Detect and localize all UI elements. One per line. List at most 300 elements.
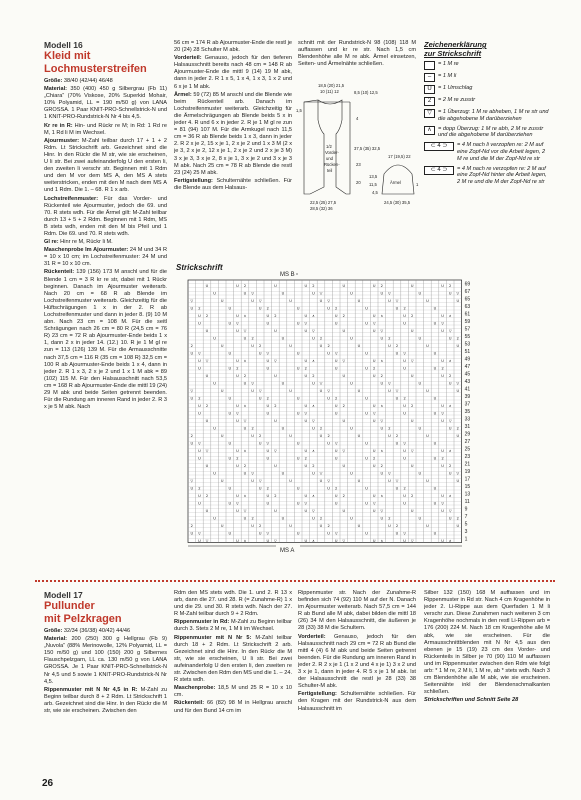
- model17-col1-paragraph: [44, 687, 167, 715]
- chart-stitch-symbol: U: [312, 381, 315, 386]
- chart-stitch-symbol: 2: [403, 396, 406, 401]
- chart-stitch-symbol: U: [433, 321, 437, 326]
- model17-col2-label: Rippenmuster mit N Nr 5:: [174, 634, 256, 641]
- chart-stitch-symbol: ▽: [403, 351, 406, 356]
- model16-col1-text: Hin- und Rückr re M; in Rd: 1 Rd re M, 1 Rd li M im Wechsel.: [44, 122, 167, 136]
- chart-row-number: 51: [464, 349, 471, 356]
- model17-col3-label: Fertigstellung:: [298, 691, 341, 698]
- chart-row-number: 37: [464, 401, 471, 408]
- model16-col1-paragraph: [44, 269, 167, 411]
- chart-stitch-symbol: U: [198, 404, 201, 408]
- chart-stitch-symbol: 2: [335, 486, 338, 491]
- pattern-schematic: [296, 82, 424, 217]
- chart-stitch-symbol: U: [289, 524, 292, 528]
- section-divider: [35, 580, 555, 582]
- chart-stitch-symbol: U: [410, 419, 414, 423]
- chart-stitch-symbol: U: [350, 381, 353, 386]
- model17-col2-paragraph: [174, 635, 292, 685]
- chart-stitch-symbol: 2: [388, 426, 391, 431]
- chart-stitch-symbol: U: [334, 456, 338, 461]
- chart-stitch-symbol: U: [228, 366, 232, 371]
- chart-row-number: 57: [464, 326, 471, 333]
- chart-stitch-symbol: ▽: [342, 539, 346, 543]
- chart-stitch-symbol: U: [289, 434, 292, 438]
- schematic-dim-4: 4: [356, 116, 359, 121]
- chart-row-number: 63: [464, 304, 471, 311]
- chart-stitch-symbol: U: [220, 389, 224, 393]
- chart-stitch-symbol: U: [236, 329, 239, 333]
- chart-stitch-symbol: U: [281, 336, 285, 341]
- chart-row-number: 7: [464, 514, 468, 521]
- model17-column-4: [424, 590, 550, 780]
- chart-row-number: 59: [464, 319, 471, 326]
- chart-row-number: 13: [464, 491, 471, 498]
- model16-col1-label: Maschenprobe Im Ajourmuster:: [44, 247, 130, 254]
- model17-col3-text: Rippenmuster str. Nach der Zunahme-R befinden sich 74 (92) 110 M auf der N. Danach im Ajourmuster weiterarb. Nach 57,5 cm = 144 R ab Bund alle M abk, dabei bilden die mittl 18 (26) 34 M den Halsausschnitt, die äußeren je 28 (33) 38 M die Schultern.: [298, 590, 416, 632]
- chart-stitch-symbol: U: [327, 351, 330, 356]
- chart-stitch-symbol: 2: [266, 306, 269, 311]
- chart-stitch-symbol: U: [334, 501, 338, 506]
- chart-stitch-symbol: 2: [205, 404, 209, 408]
- chart-stitch-symbol: ∧: [243, 494, 247, 498]
- chart-stitch-symbol: 2: [198, 486, 201, 491]
- chart-stitch-symbol: ▽: [190, 479, 194, 483]
- chart-stitch-symbol: 2: [411, 494, 414, 498]
- chart-stitch-symbol: ▽: [205, 449, 209, 453]
- model17-col3-paragraph: [298, 691, 416, 712]
- chart-stitch-symbol: 2: [441, 456, 444, 461]
- chart-stitch-symbol: ▽: [342, 359, 346, 363]
- chart-stitch-symbol: U: [304, 284, 308, 288]
- chart-stitch-symbol: 2: [327, 434, 330, 438]
- chart-stitch-symbol: U: [441, 464, 444, 468]
- schematic-dim-top: 18,5 (20) 21,5: [318, 83, 345, 88]
- chart-stitch-symbol: U: [418, 336, 422, 341]
- chart-stitch-symbol: 2: [395, 344, 399, 348]
- chart-stitch-symbol: U: [258, 531, 262, 536]
- chart-stitch-symbol: U: [426, 389, 429, 393]
- chart-stitch-symbol: U: [274, 284, 277, 288]
- chart-stitch-symbol: U: [319, 524, 323, 528]
- chart-stitch-symbol: U: [205, 464, 209, 468]
- chart-stitch-symbol: ∧: [448, 404, 452, 408]
- legend-symbol: –: [424, 73, 435, 82]
- chart-stitch-symbol: U: [236, 359, 239, 363]
- chart-stitch-symbol: U: [198, 494, 201, 498]
- model17-col2-label: Rippenmuster in Rd:: [174, 619, 231, 626]
- schematic-dim-bottom1: 22,5 (25) 27,5: [310, 200, 337, 205]
- chart-stitch-symbol: U: [228, 396, 232, 401]
- chart-stitch-symbol: U: [198, 449, 201, 453]
- legend-text: = 1 M re: [438, 61, 459, 67]
- chart-stitch-symbol: U: [266, 449, 270, 453]
- chart-stitch-symbol: U: [403, 501, 406, 506]
- chart-stitch-symbol: U: [418, 381, 422, 386]
- chart-stitch-symbol: U: [236, 404, 239, 408]
- model17-col2-paragraph: [174, 619, 292, 633]
- chart-stitch-symbol: U: [334, 314, 338, 318]
- model16-col2-text: 59 (72) 85 M anschl und die Blende wie beim Rückenteil arb. Danach im Lochstreifenmuster weiterarb. Gleichzeitig für die Ärmelschrägungen ab Blende beids 5 x in jeder 4. R und 6 x in jeder 2. R je 1 M gl re zun = 81 (94) 107 M. Für die Armkugel nach 11,5 cm = 36 R ab Blende beids 1 x 3, dann in jeder 2. R 2 x je 2, 15 x je 1, 2 x je 2 und 1 x 3 M (2 x je 3, 2 x je 2, 12 x je 1, 2 x je 2 und 2 x je 3 M) 3 x je 3, 3 x je 2, 8 x je 1, 3 x je 2 und 3 x je 3 M abk. Nach 25 cm = 78 R ab Blende die restl 23 (24) 25 M abk.: [174, 91, 292, 176]
- chart-stitch-symbol: U: [236, 494, 239, 498]
- chart-stitch-symbol: 2: [304, 456, 307, 461]
- chart-stitch-symbol: U: [365, 456, 368, 461]
- chart-stitch-symbol: U: [274, 374, 277, 378]
- chart-stitch-symbol: ▽: [327, 299, 330, 303]
- chart-row-number: 47: [464, 364, 471, 371]
- chart-stitch-symbol: U: [433, 486, 437, 491]
- chart-stitch-symbol: U: [403, 404, 406, 408]
- chart-stitch-symbol: ∧: [312, 404, 315, 408]
- chart-stitch-symbol: U: [441, 359, 444, 363]
- chart-stitch-symbol: ▽: [327, 389, 330, 393]
- chart-stitch-symbol: U: [342, 464, 346, 468]
- chart-stitch-symbol: ▽: [456, 291, 460, 296]
- chart-stitch-symbol: U: [372, 329, 376, 333]
- chart-stitch-symbol: U: [220, 524, 224, 528]
- chart-stitch-symbol: ∧: [380, 539, 384, 543]
- chart-stitch-symbol: ▽: [380, 509, 384, 513]
- chart-stitch-symbol: U: [243, 381, 247, 386]
- chart-stitch-symbol: U: [418, 426, 422, 431]
- chart-stitch-symbol: ▽: [266, 351, 270, 356]
- model16-col2-label: Vorderteil:: [174, 55, 205, 62]
- schematic-label-body-3: und: [326, 156, 333, 161]
- chart-stitch-symbol: ▽: [198, 441, 201, 446]
- chart-stitch-symbol: U: [372, 419, 376, 423]
- chart-stitch-symbol: 2: [449, 284, 452, 288]
- chart-stitch-symbol: ∧: [380, 314, 384, 318]
- chart-stitch-symbol: ▽: [243, 419, 247, 423]
- chart-row-number: 33: [464, 416, 471, 423]
- chart-stitch-symbol: ▽: [236, 411, 239, 416]
- chart-stitch-symbol: 2: [456, 516, 459, 521]
- chart-stitch-symbol: 2: [342, 494, 345, 498]
- chart-stitch-symbol: U: [448, 336, 452, 341]
- model16-col1-paragraph: [44, 86, 167, 121]
- schematic-body-outline-right: [318, 100, 350, 194]
- chart-stitch-symbol: ∧: [380, 359, 384, 363]
- chart-stitch-symbol: ∧: [312, 539, 315, 543]
- chart-stitch-symbol: U: [213, 336, 216, 341]
- chart-stitch-symbol: 2: [259, 524, 262, 528]
- chart-stitch-symbol: 2: [198, 396, 201, 401]
- chart-stitch-symbol: U: [334, 494, 338, 498]
- model16-col1-text: 139 (156) 173 M anschl und für die Blende 1 cm = 3 R kr re str, dabei mit 1 Rückr beginnen. Danach im Ajourmuster weiterarb. Nach 20 cm = 68 R ab Blende im Lochstreifenmuster weiterarb. Gleichzeitig für die Hüftschrägungen 1 x in der 2. R ab Lochstreifenmuster und dann in jeder 8. (9) 10 M abn. Nach 23 cm = 108 M. Für die seitl Schrägungen nach 26 cm = 80 R (24,5 cm = 76 R) 23 cm = 72 R ab Ajourmuster-Ende beids 1 x 1, dann 2 x in jeder 14. (12.) 10. R je 1 M gl re zun = 113 (126) 139 M. Für die Armausschnitte nach 37,5 cm = 116 R (35 cm = 108 R) 32,5 cm = 100 R ab Ajourmuster-Ende beids 1 x 4, dann in jeder 2. R 1 x 3, 2 x je 2 und 1 x 1 M abk = 89 (102) 115 M. Für den Halsausschnitt nach 53,5 cm = 168 R ab Ajourmuster-Ende die mittl 19 (24) 29 M abk und beide Seiten getrennt beenden. Für die Rundung am inneren Rand in jeder 2. R 3 x je 5 M abk. Nach: [44, 269, 167, 411]
- legend-row: [424, 61, 550, 70]
- chart-stitch-symbol: U: [372, 494, 376, 498]
- model17-col3-paragraphs: [298, 590, 416, 713]
- chart-stitch-symbol: U: [350, 291, 353, 296]
- chart-stitch-symbol: U: [312, 516, 315, 521]
- chart-stitch-symbol: U: [403, 456, 406, 461]
- chart-stitch-symbol: 2: [266, 486, 269, 491]
- model16-col3-text: schnitt mit der Rundstrick-N 98 (108) 118 M auffassen und kr re str. Nach 1,5 cm Blendenhöhe alle M re abk. Ärmel einsetzen, Seiten- und Ärmelnähte schließen.: [298, 40, 416, 68]
- chart-stitch-symbol: U: [274, 329, 277, 333]
- chart-stitch-symbol: U: [296, 396, 300, 401]
- chart-stitch-symbol: U: [198, 321, 201, 326]
- schematic-body-outline: [304, 100, 324, 194]
- model16-col1-label: Rückenteil:: [44, 269, 77, 276]
- legend-row: [424, 166, 550, 186]
- chart-stitch-symbol: U: [365, 306, 368, 311]
- chart-stitch-symbol: U: [334, 359, 338, 363]
- chart-stitch-symbol: U: [266, 404, 270, 408]
- chart-stitch-symbol: U: [220, 344, 224, 348]
- chart-stitch-symbol: U: [236, 539, 239, 543]
- schematic-dim-sleeve-top: 17 (19,5) 22: [388, 154, 411, 159]
- model17-col4-paragraph: [424, 697, 550, 704]
- model17-col4-text: Strickschriften und Schnitt Seite 28: [424, 697, 519, 704]
- chart-stitch-symbol: U: [258, 441, 262, 446]
- chart-row-number: 9: [464, 506, 468, 513]
- schematic-dim-1: 1: [416, 182, 419, 187]
- chart-stitch-symbol: U: [388, 479, 391, 483]
- chart-stitch-symbol: U: [296, 351, 300, 356]
- chart-stitch-symbol: 2: [403, 486, 406, 491]
- chart-stitch-symbol: U: [251, 389, 254, 393]
- schematic-dim-sleeve-h2: 11,5: [369, 182, 377, 187]
- chart-stitch-symbol: U: [426, 524, 429, 528]
- chart-stitch-symbol: ▽: [304, 501, 308, 506]
- chart-stitch-symbol: ▽: [342, 449, 346, 453]
- chart-stitch-symbol: U: [251, 344, 254, 348]
- chart-stitch-symbol: 2: [190, 524, 193, 528]
- chart-stitch-symbol: U: [395, 486, 399, 491]
- chart-stitch-symbol: 2: [441, 366, 444, 371]
- chart-stitch-symbol: ▽: [448, 419, 452, 423]
- legend-symbol: ⊂ 4 ⊃: [424, 142, 454, 151]
- chart-stitch-symbol: U: [372, 374, 376, 378]
- chart-stitch-symbol: 2: [312, 464, 315, 468]
- model16-column-2: [174, 40, 292, 250]
- chart-stitch-symbol: 2: [205, 494, 209, 498]
- chart-stitch-symbol: ▽: [266, 441, 270, 446]
- model16-col1-text: M-Zahl teilbar durch 17 + 1 + 2 Rdm. Lt Strickschrift arb. Gezeichnet sind die Hinr. In den Rückr die M str, wie sie erscheinen, U li str. Bei zwei aufeinanderfolg U den ersten li, den zweiten li verschr str. Beginnen mit 1 Rdm und den M vor dem MS A, den MS A stets weiterstricken, enden mit den M nach dem MS A und 1 Rdm. Die 1. – 68. R 1 x arb.: [44, 137, 167, 194]
- chart-stitch-symbol: U: [342, 374, 346, 378]
- chart-stitch-symbol: ▽: [274, 449, 277, 453]
- chart-stitch-symbol: U: [456, 299, 460, 303]
- chart-stitch-symbol: 2: [236, 456, 239, 461]
- legend-row: [424, 142, 550, 162]
- legend-text: = 4 M nach li verzopfen re: 2 M auf eine Zopf-Nd vor die Arbeit legen, 2 M re und die M der Zopf-Nd re str: [457, 142, 546, 162]
- chart-stitch-symbol: 2: [411, 404, 414, 408]
- chart-stitch-symbol: U: [198, 456, 201, 461]
- chart-stitch-symbol: U: [388, 299, 391, 303]
- chart-stitch-symbol: U: [426, 299, 429, 303]
- schematic-label-body-4: Rücken-: [324, 162, 340, 167]
- chart-stitch-symbol: 2: [190, 434, 193, 438]
- model17-col2-text: 18,5 M und 25 R = 10 x 10 cm.: [174, 685, 292, 699]
- chart-stitch-symbol: U: [304, 464, 308, 468]
- model17-number: Modell 17: [44, 590, 83, 600]
- chart-stitch-symbol: ▽: [380, 329, 384, 333]
- chart-stitch-symbol: U: [365, 501, 368, 506]
- chart-stitch-symbol: U: [380, 336, 384, 341]
- legend-symbol: 2: [424, 97, 435, 106]
- chart-stitch-symbol: 2: [411, 314, 414, 318]
- chart-row-numbers: [465, 282, 471, 543]
- chart-stitch-symbol: U: [236, 284, 239, 288]
- model17-col1-text: 200 (250) 300 g Hellgrau (Fb 9) „Nuvola“ (88% Merinowolle, 12% Polyamid, LL = 150 m/50 g) und 100 (150) 200 g Silbernes Flauschpelzgarn, LL ca. 130 m/50 g von LANA GROSSA. Je 1 Paar KNIT-PRO-Schnellstrick-N Nr 4,5 und 5 sowie 1 KNIT-PRO-Rundstrick-N Nr 4,5.: [44, 636, 167, 685]
- chart-stitch-symbol: ▽: [395, 299, 399, 303]
- chart-row-number: 5: [464, 521, 468, 528]
- chart-stitch-symbol: ∧: [380, 494, 384, 498]
- model17-col4-paragraph: [424, 590, 550, 696]
- chart-stitch-symbol: U: [319, 479, 323, 483]
- chart-stitch-symbol: ∧: [448, 539, 452, 543]
- chart-stitch-symbol: U: [365, 321, 368, 326]
- chart-stitch-symbol: U: [410, 374, 414, 378]
- chart-stitch-symbol: U: [289, 299, 292, 303]
- chart-stitch-symbol: 2: [266, 396, 269, 401]
- model16-column-1: [44, 40, 167, 555]
- chart-stitch-symbol: U: [228, 486, 232, 491]
- legend-text: = dopp Überzug: 1 M re abh, 2 M re zusstr und die abgehobene M darüberziehen: [438, 125, 544, 139]
- chart-stitch-symbol: U: [403, 449, 406, 453]
- chart-stitch-symbol: U: [357, 434, 361, 438]
- chart-stitch-symbol: ▽: [395, 389, 399, 393]
- chart-stitch-symbol: U: [296, 486, 300, 491]
- model17-col1-text: M-Zahl zu Beginn teilbar durch 8 + 2 Rdm. Lt Strickschrift 1 arb. Gezeichnet sind die Hinr. In den Rückr die M str, wie sie erscheinen. Zwischen den: [44, 686, 167, 715]
- model16-col2-label: Fertigstellung:: [174, 177, 217, 184]
- chart-stitch-symbol: U: [304, 449, 308, 453]
- model16-col1-label: Gl re:: [44, 239, 61, 246]
- chart-stitch-symbol: U: [357, 299, 361, 303]
- chart-stitch-symbol: U: [357, 389, 361, 393]
- chart-stitch-symbol: ▽: [334, 441, 338, 446]
- chart-stitch-symbol: U: [190, 351, 194, 356]
- chart-stitch-symbol: U: [190, 441, 194, 446]
- chart-stitch-symbol: U: [441, 284, 444, 288]
- chart-stitch-symbol: 2: [251, 516, 254, 521]
- legend-text: = 1 Umschlag: [438, 85, 473, 91]
- chart-stitch-symbol: 2: [380, 374, 383, 378]
- model16-title: Kleid mit Lochmusterstreifen: [44, 50, 147, 75]
- chart-row-number: 23: [464, 454, 471, 461]
- chart-stitch-symbol: 2: [236, 366, 239, 371]
- chart-stitch-symbol: ▽: [372, 321, 376, 326]
- chart-stitch-symbol: U: [258, 396, 262, 401]
- chart-stitch-symbol: U: [395, 306, 399, 311]
- chart-stitch-symbol: U: [448, 426, 452, 431]
- chart-stitch-symbol: U: [251, 479, 254, 483]
- chart-stitch-symbol: U: [220, 434, 224, 438]
- model16-col1-text: Hinr re M, Rückr li M.: [60, 239, 113, 246]
- legend-row: [424, 85, 550, 94]
- chart-stitch-symbol: ▽: [190, 299, 194, 303]
- chart-stitch-symbol: U: [441, 404, 444, 408]
- chart-stitch-symbol: 2: [456, 336, 459, 341]
- chart-stitch-symbol: U: [372, 449, 376, 453]
- chart-stitch-symbol: U: [441, 374, 444, 378]
- chart-stitch-symbol: 2: [449, 374, 452, 378]
- chart-stitch-symbol: 2: [243, 284, 247, 288]
- chart-stitch-symbol: U: [190, 306, 194, 311]
- legend-symbol: ⊼: [424, 126, 435, 135]
- chart-stitch-symbol: U: [403, 359, 406, 363]
- chart-stitch-symbol: ▽: [380, 419, 384, 423]
- model17-col4-paragraphs: [424, 590, 550, 705]
- chart-stitch-symbol: ▽: [304, 411, 308, 416]
- chart-stitch-symbol: ∧: [312, 314, 315, 318]
- model17-col3-paragraph: [298, 590, 416, 633]
- chart-stitch-symbol: U: [190, 396, 194, 401]
- chart-stitch-symbol: U: [372, 509, 376, 513]
- model16-col2-paragraph: [174, 55, 292, 90]
- chart-stitch-symbol: U: [198, 314, 201, 318]
- chart-stitch-symbol: U: [410, 464, 414, 468]
- model17-col2-text: Rdm den MS stets wdh. Die 1. und 2. R 13 x arb, dann die 27. und 28. R (= Zunahme-R) 1 x und die 29. und 30. R stets wdh. Nach der 27. R M-Zahl teilbar durch 9 + 2 Rdm.: [174, 590, 292, 618]
- schematic-label-body-5: teil: [327, 168, 333, 173]
- chart-stitch-symbol: U: [372, 284, 376, 288]
- chart-row-number: 15: [464, 484, 471, 491]
- chart-stitch-symbol: U: [433, 366, 437, 371]
- chart-stitch-symbol: U: [365, 441, 368, 446]
- chart-stitch-symbol: U: [327, 486, 330, 491]
- schematic-dim-side1: 37,5 (35) 32,5: [354, 146, 381, 151]
- chart-stitch-symbol: U: [266, 359, 270, 363]
- chart-stitch-symbol: U: [304, 494, 308, 498]
- chart-stitch-symbol: U: [433, 306, 437, 311]
- chart-stitch-symbol: U: [304, 374, 308, 378]
- legend-row: [424, 97, 550, 106]
- chart-stitch-symbol: 2: [373, 456, 376, 461]
- chart-stitch-symbol: 2: [456, 426, 459, 431]
- chart-stitch-symbol: U: [327, 396, 330, 401]
- model16-col1-paragraphs: [44, 78, 167, 411]
- chart-stitch-symbol: U: [274, 509, 277, 513]
- chart-stitch-symbol: ▽: [319, 471, 323, 476]
- chart-stitch-symbol: U: [448, 516, 452, 521]
- chart-stitch-symbol: U: [236, 374, 239, 378]
- chart-stitch-symbol: ▽: [190, 389, 194, 393]
- chart-stitch-symbol: U: [456, 389, 460, 393]
- chart-stitch-symbol: U: [403, 366, 406, 371]
- chart-stitch-symbol: U: [296, 321, 300, 326]
- chart-stitch-symbol: U: [296, 441, 300, 446]
- chart-stitch-symbol: U: [190, 486, 194, 491]
- chart-stitch-symbol: U: [236, 509, 239, 513]
- chart-stitch-symbol: ∧: [312, 449, 315, 453]
- chart-stitch-symbol: 2: [395, 434, 399, 438]
- chart-stitch-symbol: U: [441, 314, 444, 318]
- chart-stitch-symbol: U: [395, 351, 399, 356]
- chart-stitch-symbol: U: [198, 366, 201, 371]
- legend-title: Zeichenerklärung zur Strickschrift: [424, 40, 487, 58]
- schematic-dim-sleeve-h1: 13,5: [369, 174, 378, 179]
- chart-row-number: 53: [464, 341, 471, 348]
- chart-stitch-symbol: U: [441, 539, 444, 543]
- model17-col2-paragraph: [174, 685, 292, 699]
- chart-stitch-symbol: ▽: [251, 381, 254, 386]
- chart-stitch-symbol: U: [190, 531, 194, 536]
- chart-stitch-symbol: U: [319, 389, 323, 393]
- chart-stitch-symbol: U: [205, 509, 209, 513]
- model16-col1-paragraph: [44, 123, 167, 137]
- chart-stitch-symbol: U: [296, 531, 300, 536]
- chart-stitch-symbol: U: [380, 291, 384, 296]
- chart-stitch-symbol: U: [365, 366, 368, 371]
- model16-col1-text: Für das Vorder- und Rückenteil wie Ajourmuster, jedoch die 69. und 70. R stets wdh. Für die Ärmel gilt: M-Zahl teilbar durch 13 + 5 + 2 Rdm. Beginnen mit 1 Rdm, MS B stets wdh, enden mit den M bis Pfeil und 1 Rdm. Die 69. und 70. R stets wdh.: [44, 195, 167, 237]
- chart-stitch-symbol: U: [433, 501, 437, 506]
- schematic-dim-sleeve-b: 24,5 (30) 35,5: [384, 200, 411, 205]
- chart-stitch-symbol: U: [228, 456, 232, 461]
- model16-number: Modell 16: [44, 40, 83, 50]
- chart-stitch-symbol: ▽: [410, 449, 414, 453]
- chart-row-number: 1: [464, 536, 468, 543]
- model17-col3-text: Genauso, jedoch für den Halsausschnitt nach 29 cm = 72 R ab Bund die mittl 4 (4) 6 M abk und beide Seiten getrennt beenden. Für die Rundung am inneren Rand in jeder 2. R 2 x je 1 (1 x 2 und 4 x je 1) 3 x 2 und 3 x je 1, dann in jeder 4. R 5 x je 1 M abk. Ist der Halsausschnitt die restl je 28 (33) 38 Schulter-M abk.: [298, 633, 416, 690]
- chart-stitch-symbol: ▽: [243, 329, 247, 333]
